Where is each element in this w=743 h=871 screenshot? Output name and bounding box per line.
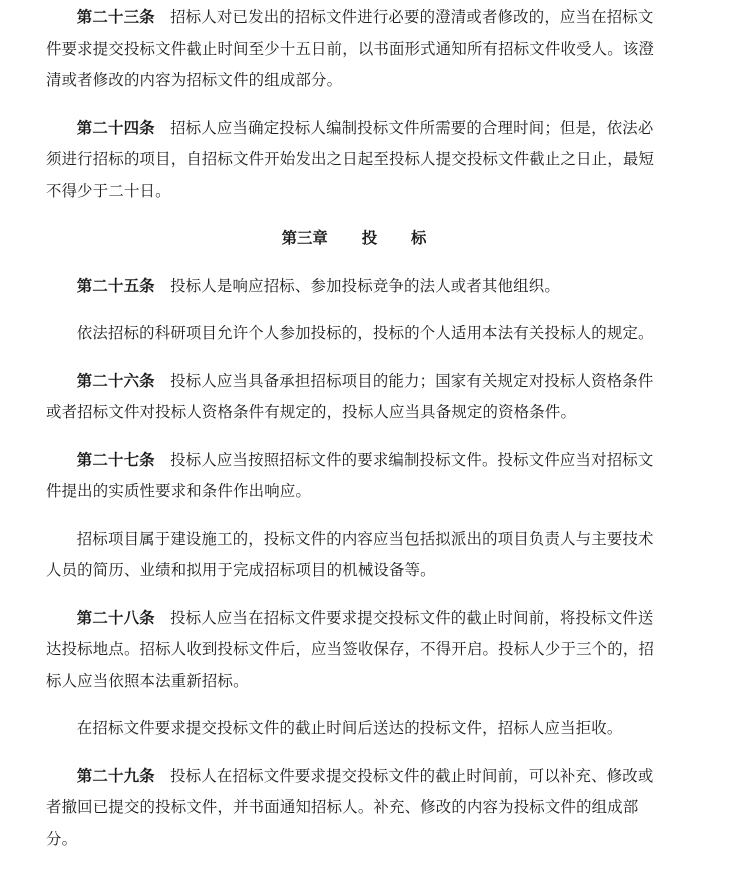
article-23 (46, 2, 662, 97)
article-number: 第二十五条 (76, 276, 155, 295)
article-number: 第二十三条 (76, 8, 155, 26)
article-28-paragraph-2 (46, 713, 662, 745)
article-27 (46, 445, 662, 508)
article-text: 招标项目属于建设施工的，投标文件的内容应当包括拟派出的项目负责人与主要技术人员的简历、业绩和拟用于完成招标项目的机械设备等。 (46, 529, 654, 579)
article-number: 第二十八条 (76, 608, 155, 627)
article-24 (46, 113, 662, 208)
article-text: 投标人在招标文件要求提交投标文件的截止时间前，可以补充、修改或者撤回已提交的投标文件，并书面通知招标人。补充、修改的内容为投标文件的组成部分。 (46, 766, 654, 848)
article-text: 在招标文件要求提交投标文件的截止时间后送达的投标文件，招标人应当拒收。 (76, 719, 623, 737)
article-number: 第二十七条 (76, 450, 155, 469)
chapter-heading (46, 223, 662, 255)
article-text: 招标人对已发出的招标文件进行必要的澄清或者修改的，应当在招标文件要求提交投标文件截止时间至少十五日前，以书面形式通知所有招标文件收受人。该澄清或者修改的内容为招标文件的组成部分。 (46, 8, 655, 89)
document-body (46, 2, 662, 871)
chapter-label: 第三章 (281, 229, 328, 247)
article-25 (46, 271, 662, 303)
article-text: 投标人应当具备承担招标项目的能力；国家有关规定对投标人资格条件或者招标文件对投标人资格条件有规定的，投标人应当具备规定的资格条件。 (46, 371, 654, 421)
article-28 (46, 603, 662, 698)
article-number: 第二十六条 (76, 371, 155, 390)
article-text: 依法招标的科研项目允许个人参加投标的，投标的个人适用本法有关投标人的规定。 (76, 324, 654, 342)
article-text: 投标人是响应招标、参加投标竞争的法人或者其他组织。 (170, 276, 560, 295)
article-text: 投标人应当在招标文件要求提交投标文件的截止时间前，将投标文件送达投标地点。招标人收到投标文件后，应当签收保存，不得开启。投标人少于三个的，招标人应当依照本法重新招标。 (46, 608, 655, 690)
article-25-paragraph-2 (46, 318, 662, 350)
article-text: 投标人应当按照招标文件的要求编制投标文件。投标文件应当对招标文件提出的实质性要求和条件作出响应。 (46, 450, 654, 500)
article-number: 第二十九条 (76, 766, 155, 785)
article-27-paragraph-2 (46, 524, 662, 587)
article-text: 招标人应当确定投标人编制投标文件所需要的合理时间；但是，依法必须进行招标的项目，自招标文件开始发出之日起至投标人提交投标文件截止之日止，最短不得少于二十日。 (46, 118, 655, 200)
article-26 (46, 366, 662, 429)
chapter-title-word-1: 投 (361, 229, 378, 247)
article-number: 第二十四条 (76, 118, 155, 137)
chapter-title-word-2: 标 (410, 229, 427, 247)
article-29 (46, 761, 662, 856)
